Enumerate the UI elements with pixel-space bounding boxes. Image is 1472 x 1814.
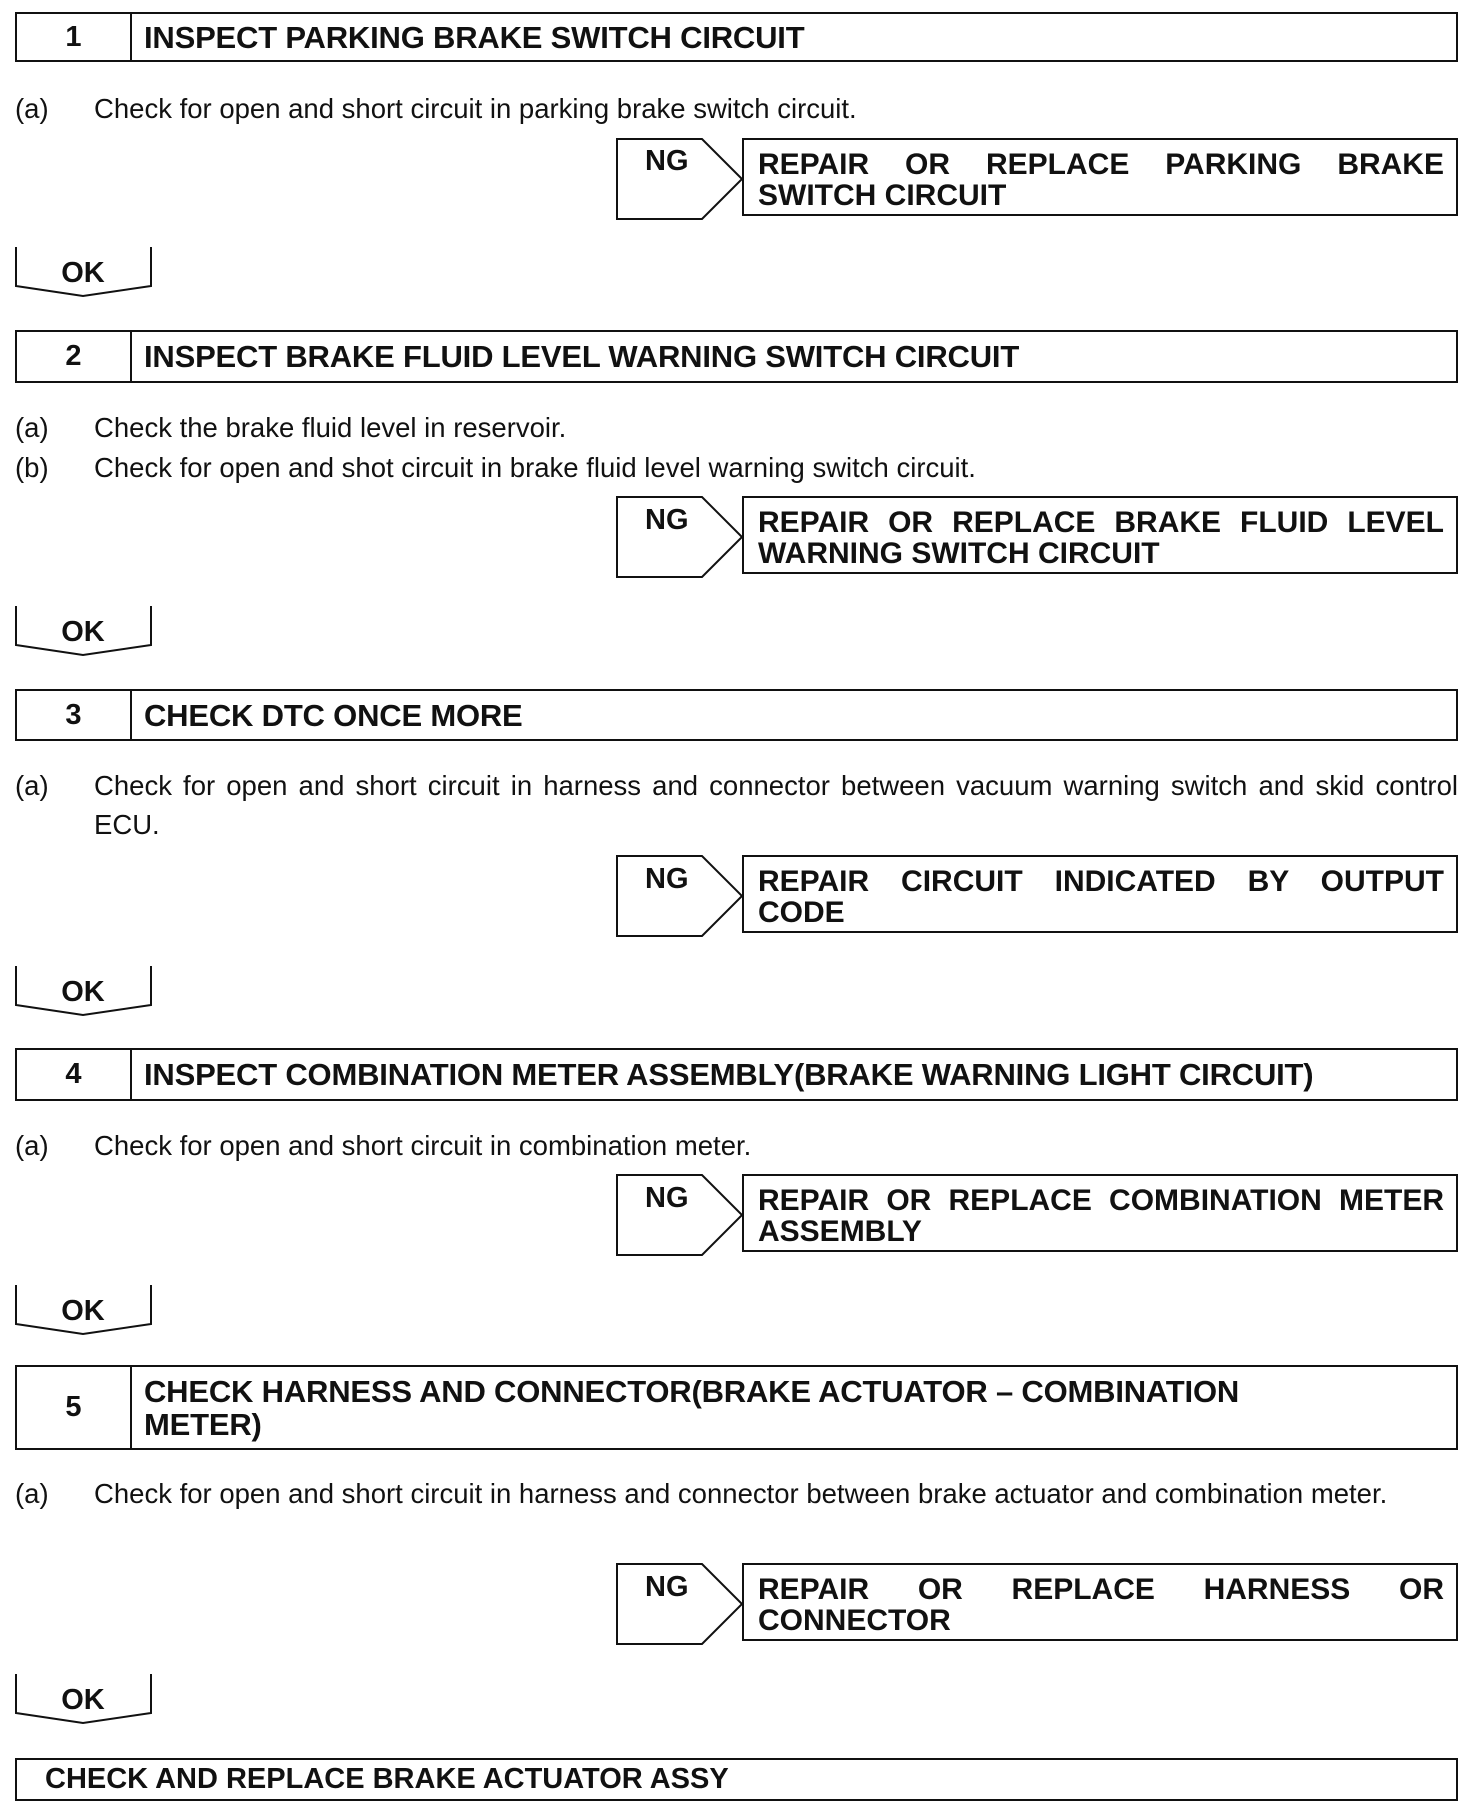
instruction-text: Check for open and short circuit in harness and connector between brake actuator and combination meter. — [94, 1478, 1388, 1509]
ng-action-box — [742, 138, 1458, 216]
instruction — [15, 89, 1458, 128]
instruction — [15, 408, 1458, 447]
ng-action-line: REPAIR OR REPLACE COMBINATION METER — [758, 1184, 1444, 1217]
step-title: CHECK DTC ONCE MORE — [144, 697, 523, 733]
ng-action-line: CODE — [758, 896, 845, 929]
instruction — [15, 448, 1458, 487]
instruction-text: Check for open and short circuit in harness and connector between vacuum warning switch and skid control ECU. — [94, 770, 1458, 840]
ng-action-line: REPAIR OR REPLACE HARNESS OR — [758, 1573, 1444, 1606]
ng-action-line: ASSEMBLY — [758, 1215, 922, 1248]
step-3-header — [15, 689, 1458, 741]
ng-action-line: SWITCH CIRCUIT — [758, 179, 1007, 212]
ng-action-box — [742, 855, 1458, 933]
step-number: 5 — [17, 1367, 132, 1448]
ng-action-line: CONNECTOR — [758, 1604, 951, 1637]
step-title: INSPECT PARKING BRAKE SWITCH CIRCUIT — [144, 19, 805, 55]
ok-label: OK — [61, 976, 105, 1008]
ng-label: NG — [645, 1182, 689, 1214]
instruction-mark: (a) — [15, 93, 49, 124]
step-5-header — [15, 1365, 1458, 1450]
instruction-mark: (a) — [15, 1130, 49, 1161]
ok-label: OK — [61, 257, 105, 289]
step-number: 3 — [17, 691, 132, 739]
ok-label: OK — [61, 1295, 105, 1327]
final-action-box: CHECK AND REPLACE BRAKE ACTUATOR ASSY — [15, 1758, 1458, 1801]
step-2-header — [15, 330, 1458, 383]
ok-label: OK — [61, 1684, 105, 1716]
instruction-text: Check for open and shot circuit in brake fluid level warning switch circuit. — [94, 452, 976, 483]
ng-label: NG — [645, 145, 689, 177]
ng-action-line: WARNING SWITCH CIRCUIT — [758, 537, 1160, 570]
step-1-header — [15, 12, 1458, 62]
instruction-text: Check the brake fluid level in reservoir. — [94, 412, 567, 443]
step-title: INSPECT COMBINATION METER ASSEMBLY(BRAKE WARNING LIGHT CIRCUIT) — [144, 1057, 1314, 1092]
instruction-text: Check for open and short circuit in parking brake switch circuit. — [94, 93, 857, 124]
ng-label: NG — [645, 863, 689, 895]
instruction-mark: (b) — [15, 452, 49, 483]
step-4-header — [15, 1048, 1458, 1101]
step-number: 1 — [17, 14, 132, 60]
ok-label: OK — [61, 616, 105, 648]
ng-label: NG — [645, 504, 689, 536]
step-title: INSPECT BRAKE FLUID LEVEL WARNING SWITCH CIRCUIT — [144, 339, 1020, 374]
instruction-mark: (a) — [15, 412, 49, 443]
ng-action-box — [742, 1174, 1458, 1252]
ng-action-line: REPAIR CIRCUIT INDICATED BY OUTPUT — [758, 865, 1444, 898]
ng-action-line: REPAIR OR REPLACE BRAKE FLUID LEVEL — [758, 506, 1444, 539]
instruction-text: Check for open and short circuit in combination meter. — [94, 1130, 752, 1161]
step-number: 4 — [17, 1050, 132, 1099]
instruction — [15, 1474, 1458, 1513]
instruction-mark: (a) — [15, 770, 49, 801]
instruction — [15, 766, 1458, 844]
instruction — [15, 1126, 1458, 1165]
ng-action-box — [742, 1563, 1458, 1641]
step-title-line: CHECK HARNESS AND CONNECTOR(BRAKE ACTUATOR – COMBINATION — [144, 1373, 1240, 1409]
step-number: 2 — [17, 332, 132, 381]
ng-label: NG — [645, 1571, 689, 1603]
ng-action-line: REPAIR OR REPLACE PARKING BRAKE — [758, 148, 1444, 181]
instruction-mark: (a) — [15, 1478, 49, 1509]
step-title-line: METER) — [144, 1406, 262, 1442]
step-title — [132, 1367, 1456, 1448]
ng-action-box — [742, 496, 1458, 574]
